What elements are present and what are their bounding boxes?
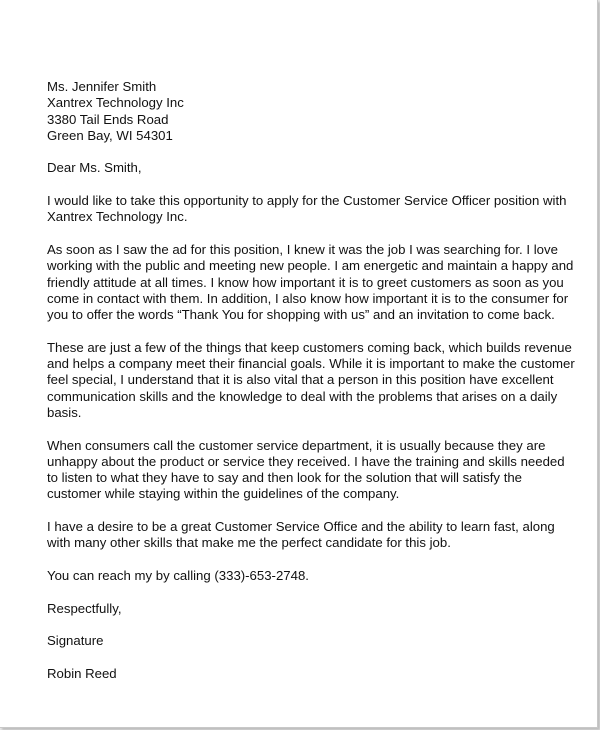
signature: Signature xyxy=(47,633,104,649)
paragraph-4 xyxy=(47,438,577,503)
letter-body xyxy=(47,79,577,682)
recipient-street: 3380 Tail Ends Road xyxy=(47,111,169,127)
salutation: Dear Ms. Smith, xyxy=(47,160,142,176)
paragraph-line: come in contact with them. In addition, I also know how important it is to the consumer for xyxy=(47,290,569,306)
paragraph-line: communication skills and the knowledge to deal with the problems that arises on a daily xyxy=(47,388,558,404)
paragraph-2 xyxy=(47,242,577,323)
paragraph-line: customer while staying within the guidelines of the company. xyxy=(47,486,400,502)
paragraph-line: and helps a company meet their financial goals. While it is important to make the customer xyxy=(47,356,575,372)
paragraph-line: These are just a few of the things that keep customers coming back, which builds revenue xyxy=(47,339,572,355)
paragraph-5 xyxy=(47,519,577,552)
recipient-city: Green Bay, WI 54301 xyxy=(47,127,173,143)
paragraph-line: working with the public and meeting new people. I am energetic and maintain a happy and xyxy=(47,258,574,274)
paragraph-1 xyxy=(47,193,577,226)
sender-name: Robin Reed xyxy=(47,665,117,681)
paragraph-line: When consumers call the customer service department, it is usually because they are xyxy=(47,437,546,453)
paragraph-line: to listen to what they have to say and then look for the solution that will satisfy the xyxy=(47,470,523,486)
recipient-address xyxy=(47,79,577,144)
paragraph-line: I would like to take this opportunity to apply for the Customer Service Officer position with xyxy=(47,193,567,209)
paragraph-6 xyxy=(47,568,577,584)
paragraph-line: I have a desire to be a great Customer Service Office and the ability to learn fast, along xyxy=(47,519,555,535)
paragraph-line: with many other skills that make me the perfect candidate for this job. xyxy=(47,535,451,551)
recipient-name: Ms. Jennifer Smith xyxy=(47,79,157,94)
paragraph-3 xyxy=(47,340,577,421)
paragraph-line: You can reach my by calling (333)-653-2748. xyxy=(47,567,309,583)
paragraph-line: friendly attitude at all times. I know how important it is to greet customers as soon as you xyxy=(47,274,564,290)
recipient-company: Xantrex Technology Inc xyxy=(47,95,184,111)
paragraph-line: feel special, I understand that it is also vital that a person in this position have excellent xyxy=(47,372,554,388)
paragraph-line: basis. xyxy=(47,404,82,420)
closing: Respectfully, xyxy=(47,600,122,616)
paragraph-line: As soon as I saw the ad for this position, I knew it was the job I was searching for. I love xyxy=(47,241,558,257)
paragraph-line: Xantrex Technology Inc. xyxy=(47,209,188,225)
paragraph-line: unhappy about the product or service they received. I have the training and skills needed xyxy=(47,453,565,469)
paragraph-line: you to offer the words “Thank You for shopping with us” and an invitation to come back. xyxy=(47,307,555,323)
